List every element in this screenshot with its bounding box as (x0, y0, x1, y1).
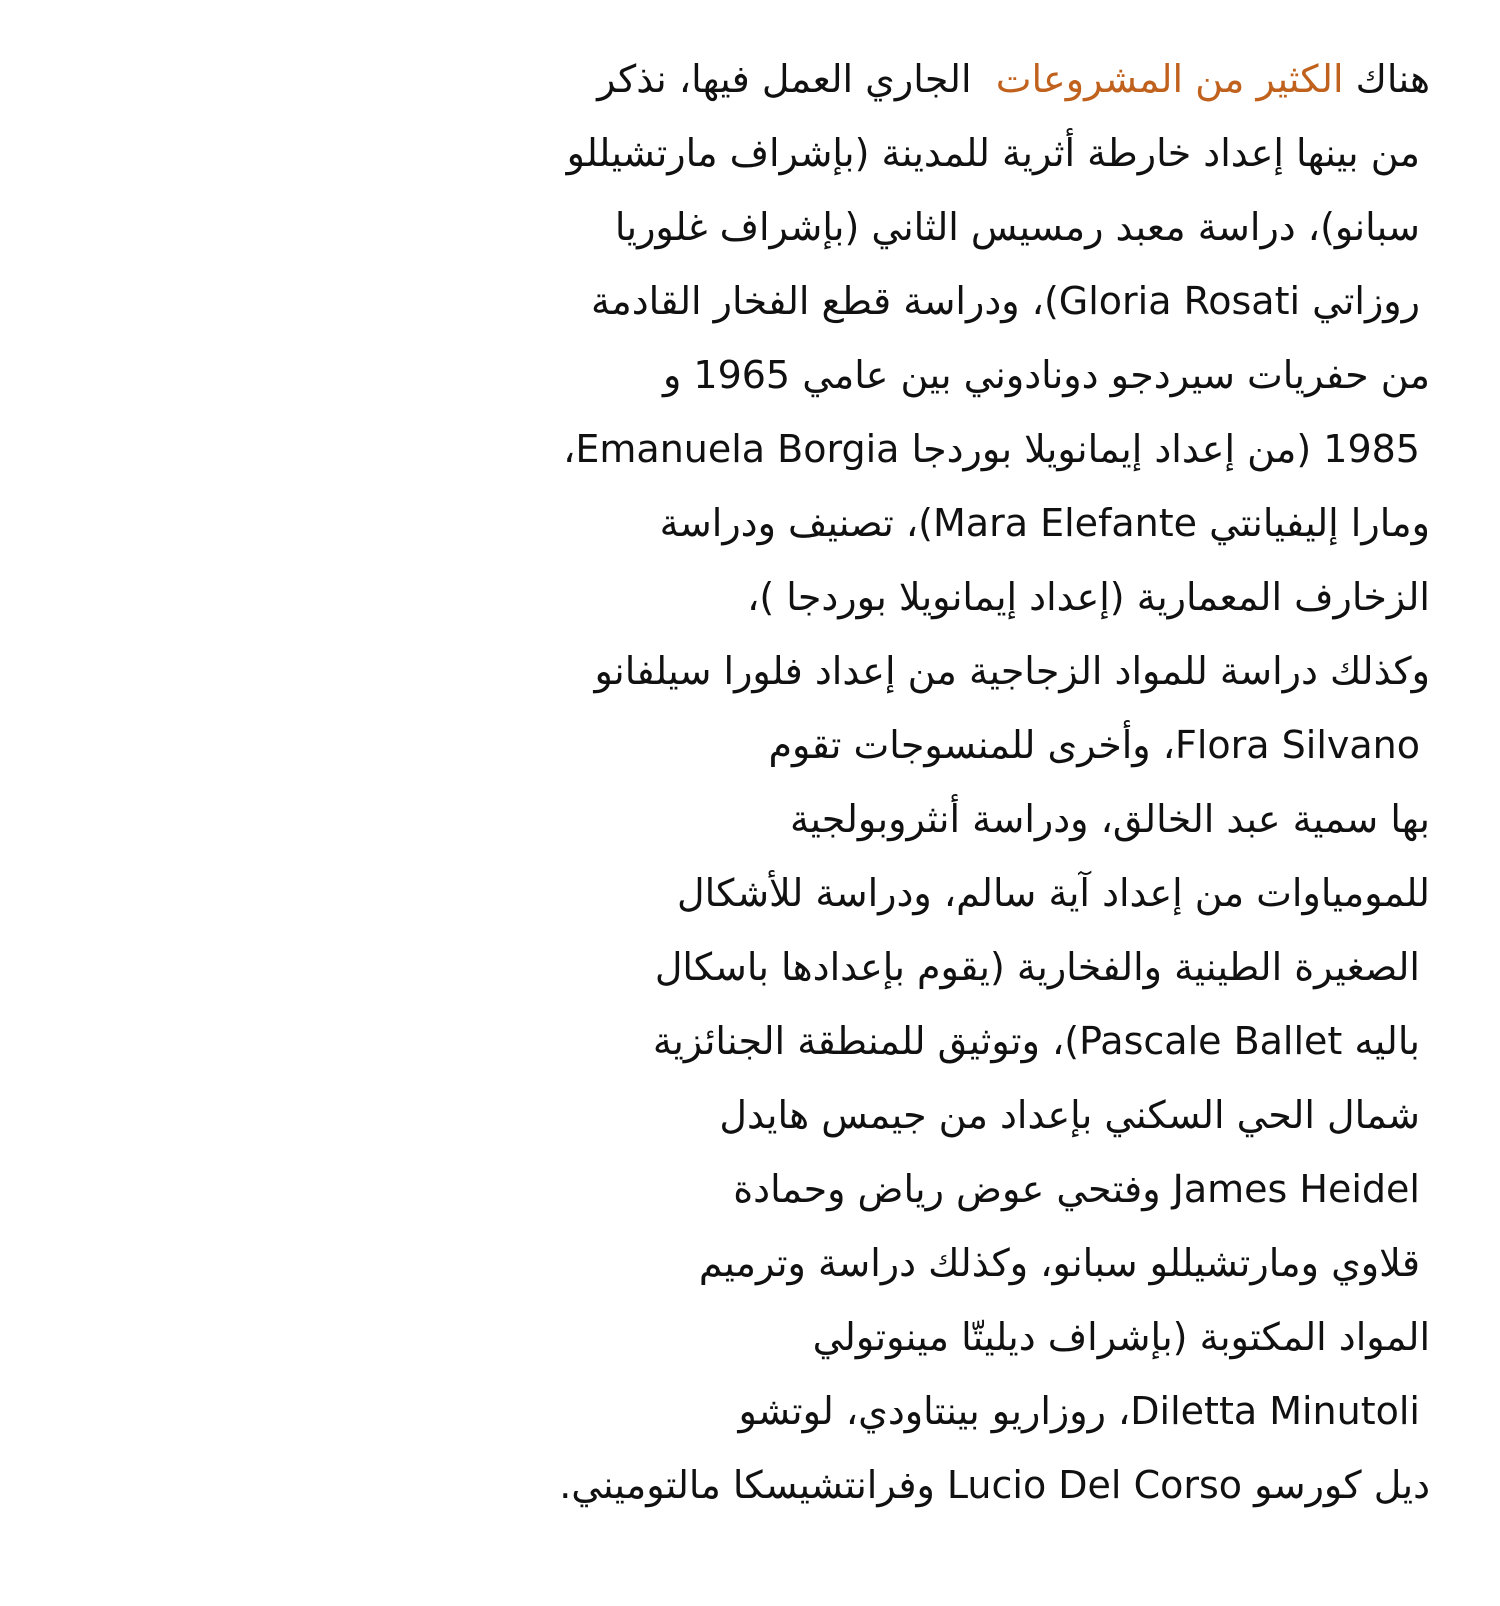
paragraph-line-3: سبانو)، دراسة معبد رمسيس الثاني (بإشراف غلوريا (614, 205, 1420, 249)
line-start: هناك (1355, 57, 1430, 101)
line-end: الجاري العمل فيها، نذكر (597, 57, 972, 101)
paragraph-line-11: بها سمية عبد الخالق، ودراسة أنثروبولجية (789, 797, 1430, 841)
paragraph-line-19: Diletta Minutoli، روزاريو بينتاودي، لوتشو (738, 1389, 1420, 1433)
paragraph-line-9: وكذلك دراسة للمواد الزجاجية من إعداد فلورا سيلفانو (594, 649, 1430, 693)
paragraph-line-15: شمال الحي السكني بإعداد من جيمس هايدل (719, 1093, 1420, 1137)
paragraph-line-20: ديل كورسو Lucio Del Corso وفرانتشيسكا مالتوميني. (559, 1463, 1430, 1507)
paragraph-line-16: James Heidel وفتحي عوض رياض وحمادة (733, 1167, 1420, 1211)
paragraph-line-13: الصغيرة الطينية والفخارية (يقوم بإعدادها باسكال (654, 945, 1420, 989)
arabic-paragraph (430, 42, 1430, 1522)
paragraph-line-5: من حفريات سيردجو دونادوني بين عامي 1965 و (662, 353, 1430, 397)
paragraph-line-7: ومارا إليفيانتي Mara Elefante)، تصنيف ودراسة (659, 501, 1430, 545)
paragraph-line-14: باليه Pascale Ballet)، وتوثيق للمنطقة الجنائزية (652, 1019, 1420, 1063)
paragraph-line-12: للمومياوات من إعداد آية سالم، ودراسة للأشكال (677, 871, 1430, 915)
paragraph-line-1 (430, 42, 1430, 116)
paragraph-line-6: 1985 (من إعداد إيمانويلا بوردجا Emanuela Borgia، (563, 427, 1420, 471)
paragraph-line-8: الزخارف المعمارية (إعداد إيمانويلا بوردجا )، (747, 575, 1430, 619)
paragraph-line-10: Flora Silvano، وأخرى للمنسوجات تقوم (768, 723, 1420, 767)
highlighted-phrase: الكثير من المشروعات (995, 57, 1344, 101)
paragraph-line-4: روزاتي Gloria Rosati)، ودراسة قطع الفخار القادمة (591, 279, 1420, 323)
paragraph-line-18: المواد المكتوبة (بإشراف ديليتّا مينوتولي (812, 1315, 1430, 1359)
paragraph-line-2: من بينها إعداد خارطة أثرية للمدينة (بإشراف مارتشيللو (566, 131, 1420, 175)
paragraph-line-17: قلاوي ومارتشيللو سبانو، وكذلك دراسة وترميم (698, 1241, 1420, 1285)
